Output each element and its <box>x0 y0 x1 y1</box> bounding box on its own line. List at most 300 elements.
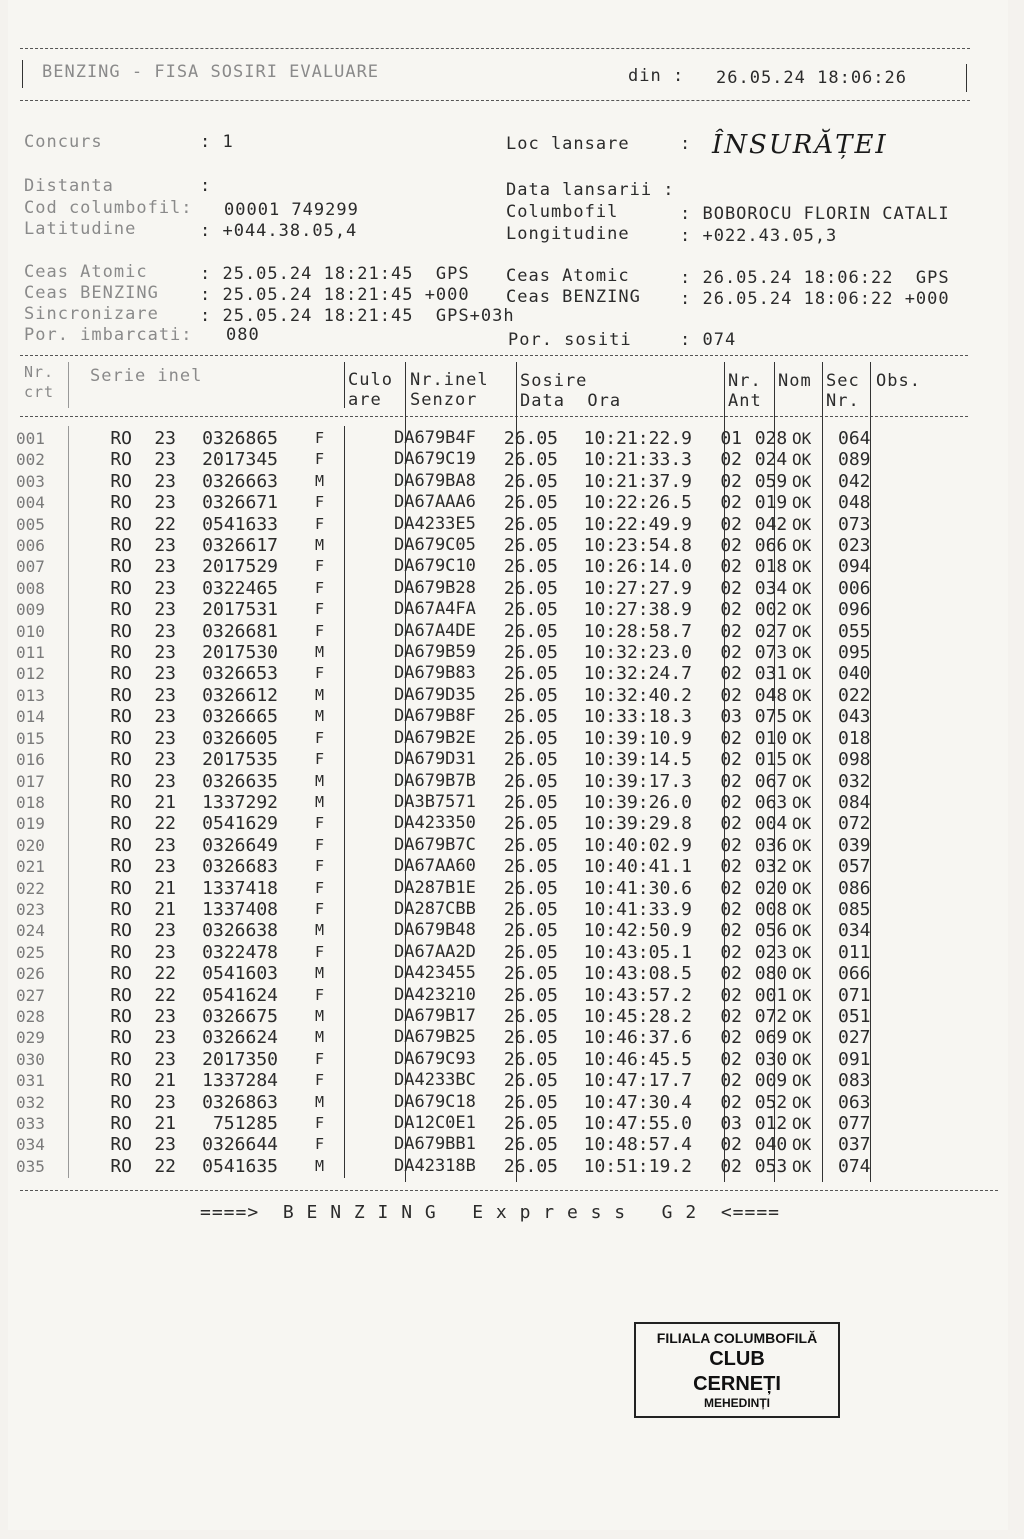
row-ant: 02 <box>720 449 742 471</box>
row-country: RO <box>110 834 132 856</box>
row-sex: M <box>314 643 324 662</box>
row-ring-number: 0326675 <box>202 1005 278 1027</box>
row-year: 23 <box>154 1091 176 1113</box>
row-sex: M <box>314 921 324 940</box>
row-obs: 011 <box>838 941 871 963</box>
row-sex: F <box>314 578 324 597</box>
table-row <box>16 1134 898 1155</box>
row-sec: OK <box>792 857 812 877</box>
row-sec: OK <box>792 471 812 491</box>
row-obs: 096 <box>838 599 871 621</box>
row-obs: 063 <box>838 1091 871 1113</box>
row-sex: M <box>314 685 324 704</box>
row-date: 26.05 <box>503 877 558 899</box>
row-nr: 030 <box>16 1049 45 1069</box>
row-country: RO <box>110 1005 132 1027</box>
row-country: RO <box>110 428 132 449</box>
row-year: 23 <box>154 535 176 557</box>
row-sex: F <box>314 857 324 876</box>
row-ant: 02 <box>720 1134 742 1156</box>
row-time: 10:39:26.0 <box>583 791 692 813</box>
row-ring-number: 0326671 <box>202 492 278 514</box>
sositi-value: : 074 <box>680 330 737 350</box>
header-left-border <box>22 60 23 88</box>
row-obs: 055 <box>838 620 871 642</box>
col-nr-inel-senzor: Nr.inel Senzor <box>410 370 489 410</box>
table-row <box>16 856 898 877</box>
row-color <box>332 578 394 599</box>
ceas-atomic-value: : 25.05.24 18:21:45 GPS <box>200 264 470 284</box>
row-nom: 020 <box>754 877 788 899</box>
row-time: 10:39:14.5 <box>583 749 692 771</box>
row-nom: 063 <box>754 791 788 813</box>
row-time: 10:32:24.7 <box>583 663 692 685</box>
table-row <box>16 835 898 856</box>
row-obs: 032 <box>838 770 871 792</box>
row-country: RO <box>110 1113 132 1134</box>
row-sensor: DA679B48 <box>394 920 476 941</box>
row-country: RO <box>110 898 132 920</box>
row-ant: 02 <box>720 1091 742 1113</box>
din-label: din : <box>628 66 685 86</box>
row-nr: 001 <box>16 429 45 448</box>
row-color <box>332 663 394 684</box>
table-row <box>16 1049 898 1070</box>
row-nr: 012 <box>16 664 45 684</box>
row-ring-number: 1337408 <box>202 898 278 920</box>
row-sec: OK <box>792 1049 812 1069</box>
row-sex: F <box>314 985 324 1004</box>
row-obs: 051 <box>838 1005 871 1027</box>
row-date: 26.05 <box>503 706 558 728</box>
row-nr: 020 <box>16 835 45 855</box>
row-obs: 006 <box>838 577 871 599</box>
row-sec: OK <box>792 643 812 663</box>
row-sex: F <box>314 728 324 747</box>
row-sensor: DA679B8F <box>394 706 476 727</box>
row-nom: 048 <box>754 684 788 706</box>
row-nom: 010 <box>754 727 788 749</box>
row-year: 21 <box>154 898 176 920</box>
row-time: 10:21:22.9 <box>583 428 692 449</box>
row-date: 26.05 <box>503 834 558 856</box>
row-ring-number: 0326863 <box>202 1091 278 1113</box>
row-time: 10:28:58.7 <box>583 620 692 642</box>
row-date: 26.05 <box>503 856 558 878</box>
row-color <box>332 835 394 856</box>
row-nr: 008 <box>16 578 45 598</box>
row-ant: 02 <box>720 941 742 963</box>
row-ring-number: 0326653 <box>202 663 278 685</box>
row-year: 21 <box>154 877 176 899</box>
row-ring-number: 0541635 <box>202 1155 278 1177</box>
row-sec: OK <box>792 685 812 705</box>
row-ant: 02 <box>720 1027 742 1049</box>
row-ant: 02 <box>720 642 742 664</box>
row-obs: 048 <box>838 492 871 514</box>
row-nr: 035 <box>16 1156 45 1176</box>
row-sec: OK <box>792 771 812 791</box>
row-sex: M <box>314 1092 324 1111</box>
row-country: RO <box>110 791 132 813</box>
row-obs: 072 <box>838 813 871 835</box>
row-year: 23 <box>154 770 176 792</box>
row-ant: 03 <box>720 706 742 728</box>
row-sec: OK <box>792 664 812 684</box>
row-color <box>332 1134 394 1155</box>
row-ant: 02 <box>720 877 742 899</box>
table-bottom-border <box>20 1190 998 1191</box>
row-ant: 02 <box>720 963 742 985</box>
row-ring-number: 0322478 <box>202 941 278 963</box>
row-year: 22 <box>154 984 176 1006</box>
row-sec: OK <box>792 557 812 577</box>
row-nom: 040 <box>754 1134 788 1156</box>
row-sensor: DA679BA8 <box>394 470 476 491</box>
table-row <box>16 428 898 449</box>
distanta-label: Distanta <box>24 176 114 196</box>
row-sec: OK <box>792 814 812 834</box>
row-ring-number: 0326612 <box>202 684 278 706</box>
row-sex: F <box>314 1049 324 1068</box>
row-date: 26.05 <box>503 428 558 449</box>
row-date: 26.05 <box>503 1070 558 1092</box>
row-date: 26.05 <box>503 1091 558 1113</box>
row-obs: 018 <box>838 727 871 749</box>
row-date: 26.05 <box>503 642 558 664</box>
row-year: 23 <box>154 834 176 856</box>
row-nom: 056 <box>754 920 788 942</box>
table-row <box>16 878 898 899</box>
row-sec: OK <box>792 514 812 534</box>
row-ant: 02 <box>720 513 742 535</box>
row-nr: 011 <box>16 643 45 663</box>
row-nom: 012 <box>754 1113 788 1134</box>
row-nom: 031 <box>754 663 788 685</box>
row-color <box>332 1113 394 1134</box>
row-ring-number: 0326649 <box>202 834 278 856</box>
row-ring-number: 0326638 <box>202 920 278 942</box>
table-row <box>16 621 898 642</box>
arrivals-table <box>16 428 898 1177</box>
row-sensor: DA67AAA6 <box>394 492 476 513</box>
row-sensor: DA679B7B <box>394 770 476 791</box>
row-ring-number: 0326635 <box>202 770 278 792</box>
row-nom: 001 <box>754 984 788 1006</box>
row-year: 23 <box>154 599 176 621</box>
row-country: RO <box>110 599 132 621</box>
row-time: 10:47:30.4 <box>583 1091 692 1113</box>
data-lansarii-label: Data lansarii : <box>506 180 675 200</box>
row-color <box>332 1006 394 1027</box>
row-time: 10:39:29.8 <box>583 813 692 835</box>
row-ant: 03 <box>720 1113 742 1134</box>
row-date: 26.05 <box>503 684 558 706</box>
row-year: 23 <box>154 449 176 471</box>
row-sex: F <box>314 942 324 961</box>
row-nom: 053 <box>754 1155 788 1177</box>
row-ring-number: 1337418 <box>202 877 278 899</box>
row-date: 26.05 <box>503 1113 558 1134</box>
rule-nr <box>68 362 69 408</box>
row-sex: M <box>314 1028 324 1047</box>
row-country: RO <box>110 1048 132 1070</box>
row-ring-number: 1337284 <box>202 1070 278 1092</box>
row-date: 26.05 <box>503 599 558 621</box>
row-ant: 02 <box>720 492 742 514</box>
row-sensor: DA287B1E <box>394 877 476 898</box>
row-ring-number: 0326681 <box>202 620 278 642</box>
ceas-benzing-2-label: Ceas BENZING <box>506 287 641 307</box>
row-nr: 031 <box>16 1071 45 1091</box>
row-ring-number: 2017529 <box>202 556 278 578</box>
row-time: 10:21:33.3 <box>583 449 692 471</box>
row-obs: 084 <box>838 791 871 813</box>
row-color <box>332 878 394 899</box>
row-date: 26.05 <box>503 727 558 749</box>
row-sec: OK <box>792 1006 812 1026</box>
row-sensor: DA679B28 <box>394 577 476 598</box>
row-date: 26.05 <box>503 577 558 599</box>
row-obs: 073 <box>838 513 871 535</box>
row-sensor: DA679B59 <box>394 642 476 663</box>
row-sex: F <box>314 429 324 447</box>
row-color <box>332 706 394 727</box>
row-color <box>332 621 394 642</box>
latitudine-value: : +044.38.05,4 <box>200 221 358 241</box>
row-ant: 02 <box>720 770 742 792</box>
row-nr: 027 <box>16 985 45 1005</box>
row-nom: 073 <box>754 642 788 664</box>
row-sec: OK <box>792 942 812 962</box>
row-year: 23 <box>154 492 176 514</box>
longitudine-value: : +022.43.05,3 <box>680 226 838 246</box>
row-sensor: DA679C19 <box>394 449 476 470</box>
table-row <box>16 578 898 599</box>
table-row <box>16 599 898 620</box>
row-country: RO <box>110 877 132 899</box>
row-sex: M <box>314 964 324 983</box>
row-country: RO <box>110 941 132 963</box>
row-time: 10:32:23.0 <box>583 642 692 664</box>
table-row <box>16 1156 898 1177</box>
row-ant: 02 <box>720 749 742 771</box>
row-ant: 01 <box>720 428 742 449</box>
row-time: 10:45:28.2 <box>583 1005 692 1027</box>
table-row <box>16 1092 898 1113</box>
row-color <box>332 535 394 556</box>
row-ring-number: 0541603 <box>202 963 278 985</box>
row-sensor: DA12C0E1 <box>394 1113 476 1133</box>
row-ring-number: 2017535 <box>202 749 278 771</box>
row-color <box>332 428 394 449</box>
table-row <box>16 749 898 770</box>
table-row <box>16 985 898 1006</box>
row-color <box>332 942 394 963</box>
row-country: RO <box>110 577 132 599</box>
row-nom: 080 <box>754 963 788 985</box>
table-row <box>16 449 898 470</box>
row-ant: 02 <box>720 556 742 578</box>
row-sec: OK <box>792 878 812 898</box>
table-row <box>16 899 898 920</box>
row-sensor: DA67A4DE <box>394 620 476 641</box>
row-color <box>332 856 394 877</box>
row-year: 23 <box>154 1027 176 1049</box>
row-color <box>332 1092 394 1113</box>
row-sensor: DA423210 <box>394 984 476 1005</box>
row-nom: 030 <box>754 1048 788 1070</box>
row-obs: 022 <box>838 684 871 706</box>
row-nr: 009 <box>16 600 45 620</box>
row-sensor: DA679C18 <box>394 1091 476 1112</box>
row-nr: 022 <box>16 878 45 898</box>
row-ant: 02 <box>720 577 742 599</box>
table-row <box>16 813 898 834</box>
row-nr: 025 <box>16 942 45 962</box>
table-row <box>16 1070 898 1091</box>
table-row <box>16 535 898 556</box>
row-nom: 004 <box>754 813 788 835</box>
row-nr: 003 <box>16 471 45 491</box>
row-color <box>332 985 394 1006</box>
row-ring-number: 2017350 <box>202 1048 278 1070</box>
row-nom: 036 <box>754 834 788 856</box>
stamp-line-1: FILIALA COLUMBOFILĂ <box>656 1330 818 1346</box>
row-obs: 091 <box>838 1048 871 1070</box>
row-sec: OK <box>792 429 812 448</box>
row-year: 23 <box>154 1048 176 1070</box>
row-sec: OK <box>792 493 812 513</box>
row-time: 10:39:17.3 <box>583 770 692 792</box>
row-year: 23 <box>154 1005 176 1027</box>
row-sensor: DA423350 <box>394 813 476 834</box>
row-year: 23 <box>154 577 176 599</box>
row-sensor: DA679B83 <box>394 663 476 684</box>
col-nr-crt: Nr. crt <box>24 363 55 401</box>
row-obs: 023 <box>838 535 871 557</box>
row-nr: 006 <box>16 536 45 556</box>
stamp-line-3: CERNEȚI <box>693 1373 781 1395</box>
row-nom: 028 <box>754 428 788 449</box>
row-country: RO <box>110 470 132 492</box>
row-sec: OK <box>792 1156 812 1176</box>
ceas-benzing-value: : 25.05.24 18:21:45 +000 <box>200 285 470 305</box>
row-nr: 026 <box>16 964 45 984</box>
row-year: 23 <box>154 620 176 642</box>
row-sensor: DA3B7571 <box>394 791 476 812</box>
row-year: 23 <box>154 428 176 449</box>
row-obs: 077 <box>838 1113 871 1134</box>
row-date: 26.05 <box>503 449 558 471</box>
row-sex: F <box>314 835 324 854</box>
row-color <box>332 471 394 492</box>
row-ant: 02 <box>720 856 742 878</box>
row-color <box>332 1027 394 1048</box>
row-sensor: DA679D31 <box>394 749 476 770</box>
row-color <box>332 728 394 749</box>
row-sensor: DA4233BC <box>394 1070 476 1091</box>
row-nr: 019 <box>16 814 45 834</box>
row-nom: 002 <box>754 599 788 621</box>
row-ant: 02 <box>720 791 742 813</box>
row-ant: 02 <box>720 813 742 835</box>
row-nr: 004 <box>16 493 45 513</box>
row-time: 10:41:33.9 <box>583 898 692 920</box>
row-ring-number: 0326617 <box>202 535 278 557</box>
row-year: 21 <box>154 791 176 813</box>
row-year: 23 <box>154 663 176 685</box>
row-time: 10:40:41.1 <box>583 856 692 878</box>
row-country: RO <box>110 556 132 578</box>
row-obs: 098 <box>838 749 871 771</box>
row-color <box>332 449 394 470</box>
row-sec: OK <box>792 600 812 620</box>
row-country: RO <box>110 727 132 749</box>
row-time: 10:47:55.0 <box>583 1113 692 1134</box>
row-country: RO <box>110 749 132 771</box>
row-ring-number: 0541624 <box>202 984 278 1006</box>
row-obs: 027 <box>838 1027 871 1049</box>
row-ant: 02 <box>720 620 742 642</box>
row-sex: F <box>314 450 324 469</box>
row-color <box>332 1049 394 1070</box>
row-date: 26.05 <box>503 984 558 1006</box>
row-sensor: DA67AA60 <box>394 856 476 877</box>
row-sex: M <box>314 771 324 790</box>
longitudine-label: Longitudine <box>506 224 630 244</box>
row-nr: 016 <box>16 750 45 770</box>
row-nr: 005 <box>16 514 45 534</box>
sincronizare-value: : 25.05.24 18:21:45 GPS+03h <box>200 306 515 326</box>
row-ant: 02 <box>720 663 742 685</box>
row-obs: 034 <box>838 920 871 942</box>
row-time: 10:41:30.6 <box>583 877 692 899</box>
row-country: RO <box>110 1027 132 1049</box>
row-year: 22 <box>154 513 176 535</box>
row-ant: 02 <box>720 1005 742 1027</box>
row-ring-number: 0541633 <box>202 513 278 535</box>
row-date: 26.05 <box>503 813 558 835</box>
row-nom: 019 <box>754 492 788 514</box>
row-ring-number: 0326865 <box>202 428 278 449</box>
row-date: 26.05 <box>503 749 558 771</box>
row-country: RO <box>110 449 132 471</box>
row-country: RO <box>110 492 132 514</box>
row-country: RO <box>110 706 132 728</box>
row-nr: 033 <box>16 1114 45 1133</box>
row-country: RO <box>110 984 132 1006</box>
row-ant: 02 <box>720 684 742 706</box>
row-time: 10:46:45.5 <box>583 1048 692 1070</box>
row-sec: OK <box>792 985 812 1005</box>
row-sex: F <box>314 664 324 683</box>
columbofil-label: Columbofil <box>506 202 619 222</box>
row-time: 10:40:02.9 <box>583 834 692 856</box>
row-obs: 089 <box>838 449 871 471</box>
col-serie-inel: Serie inel <box>90 366 203 386</box>
row-sec: OK <box>792 964 812 984</box>
sincronizare-label: Sincronizare <box>24 304 159 324</box>
row-sensor: DA679B7C <box>394 834 476 855</box>
row-country: RO <box>110 535 132 557</box>
imbarcati-label: Por. imbarcati: <box>24 325 193 345</box>
row-sec: OK <box>792 621 812 641</box>
header-top-border <box>20 48 970 49</box>
row-ring-number: 0326663 <box>202 470 278 492</box>
loc-lansare-value: ÎNSURĂȚEI <box>712 130 888 160</box>
row-ant: 02 <box>720 1070 742 1092</box>
